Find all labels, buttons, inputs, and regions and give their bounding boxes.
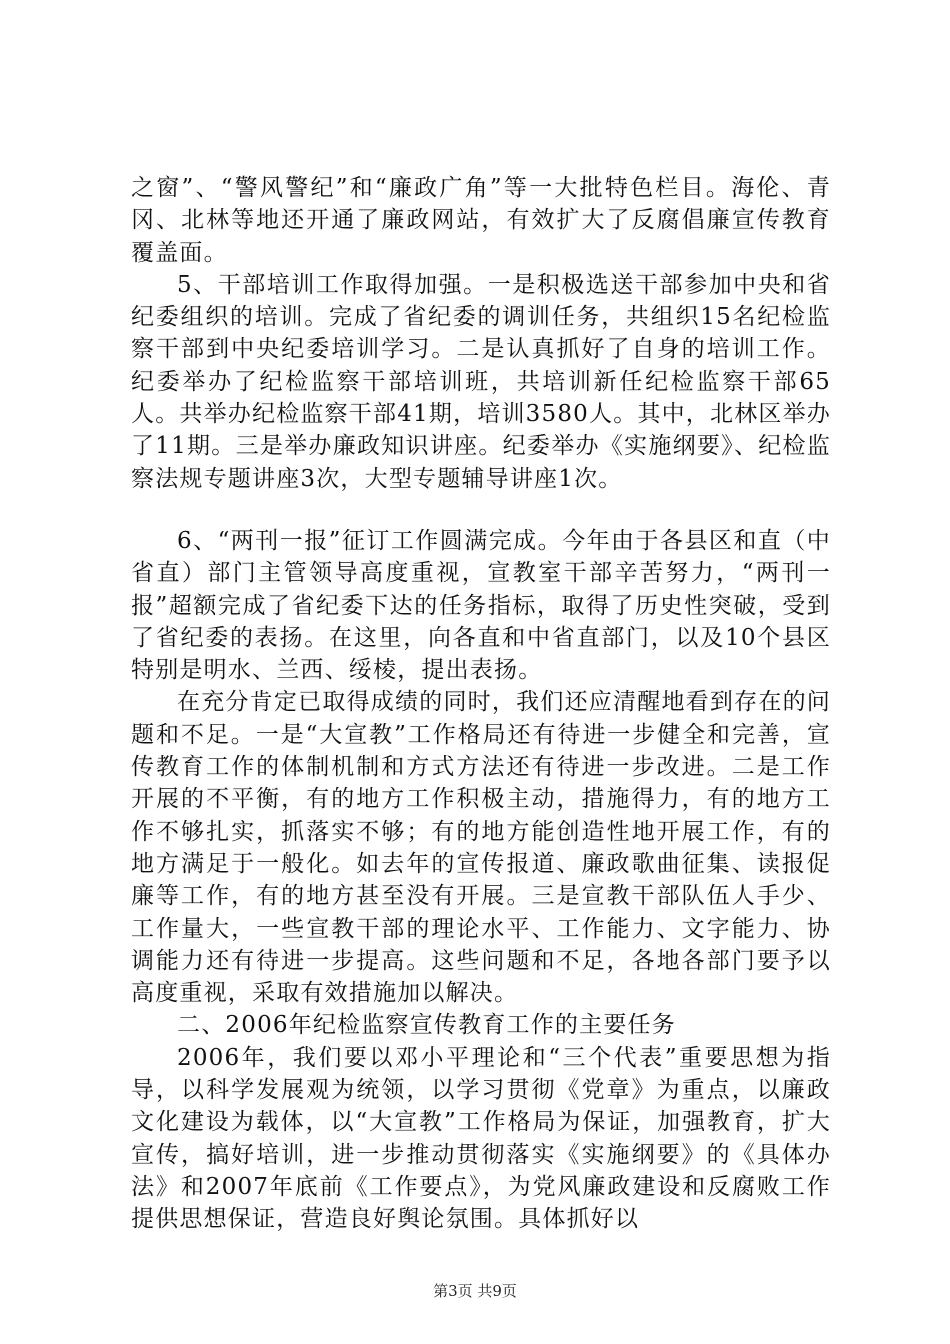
paragraph-subscription: 6、“两刊一报”征订工作圆满完成。今年由于各县区和直（中省直）部门主管领导高度重视，宣教室干部辛苦努力，“两刊一报”超额完成了省纪委下达的任务指标，取得了历史性突破，受到了省纪委的表扬。在这里，向各直和中省直部门，以及10个县区特别是明水、兰西、绥棱，提出表扬。 xyxy=(131,527,831,684)
paragraph-cadre-training: 5、干部培训工作取得加强。一是积极选送干部参加中央和省纪委组织的培训。完成了省纪委的调训任务，共组织15名纪检监察干部到中央纪委培训学习。二是认真抓好了自身的培训工作。纪委举办了纪检监察干部培训班，共培训新任纪检监察干部65人。共举办纪检监察干部41期，培训3580人。其中，北林区举办了11期。三是举办廉政知识讲座。纪委举办《实施纲要》、纪检监察法规专题讲座3次，大型专题辅导讲座1次。 xyxy=(131,271,831,492)
paragraph-2006-guidance: 2006年，我们要以邓小平理论和“三个代表”重要思想为指导，以科学发展观为统领，以学习贯彻《党章》为重点，以廉政文化建设为载体，以“大宣教”工作格局为保证，加强教育，扩大宣传，搞好培训，进一步推动贯彻落实《实施纲要》的《具体办法》和2007年底前《工作要点》，为党风廉政建设和反腐败工作提供思想保证，营造良好舆论氛围。具体抓好以 xyxy=(131,1044,831,1233)
paragraph-continuation: 之窗”、“警风警纪”和“廉政广角”等一大批特色栏目。海伦、青冈、北林等地还开通了廉政网站，有效扩大了反腐倡廉宣传教育覆盖面。 xyxy=(131,175,831,266)
paragraph-problems: 在充分肯定已取得成绩的同时，我们还应清醒地看到存在的问题和不足。一是“大宣教”工作格局还有待进一步健全和完善，宣传教育工作的体制机制和方式方法还有待进一步改进。二是工作开展的不平衡，有的地方工作积极主动，措施得力，有的地方工作不够扎实，抓落实不够；有的地方能创造性地开展工作，有的地方满足于一般化。如去年的宣传报道、廉政歌曲征集、读报促廉等工作，有的地方甚至没有开展。三是宣教干部队伍人手少、工作量大，一些宣教干部的理论水平、工作能力、文字能力、协调能力还有待进一步提高。这些问题和不足，各地各部门要予以高度重视，采取有效措施加以解决。 xyxy=(131,689,831,1007)
section-heading-2006-tasks: 二、2006年纪检监察宣传教育工作的主要任务 xyxy=(177,1012,676,1039)
document-body xyxy=(131,172,831,1236)
paragraph-gap xyxy=(131,495,831,525)
page-footer: 第3页 共9页 xyxy=(433,1282,517,1300)
